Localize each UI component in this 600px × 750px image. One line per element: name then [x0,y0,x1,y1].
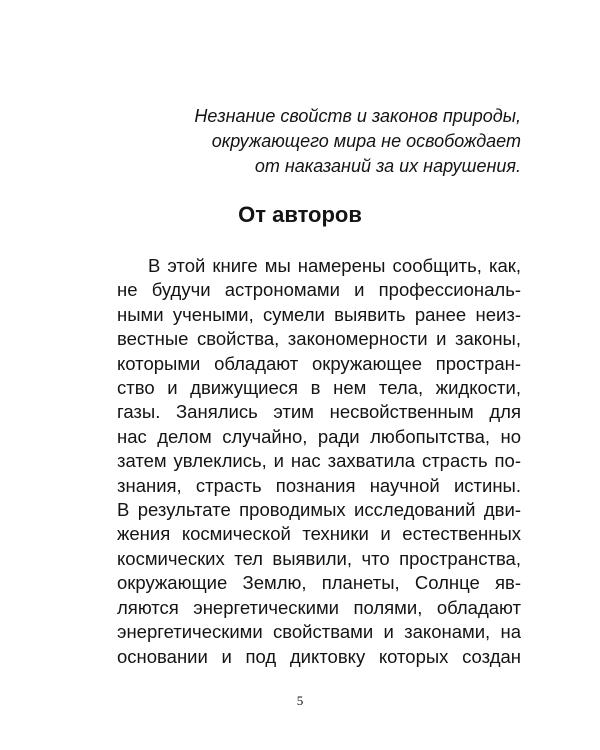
text-line: ство и движущиеся в нем тела, жидкости, [117,377,521,399]
epigraph-line: окружающего мира не освобождает [211,131,521,151]
text-line: ными учеными, сумели выявить ранее неиз- [117,303,521,325]
epigraph [101,104,521,179]
text-line: затем увлеклись, и нас захватила страсть по- [117,450,521,472]
section-heading: От авторов [238,202,362,227]
body-paragraph [117,254,521,669]
text-line: жения космической техники и естественных [117,523,521,545]
epigraph-line: от наказаний за их нарушения. [254,156,521,176]
text-line: вестные свойства, закономерности и законы, [117,328,521,350]
page-number: 5 [296,693,304,708]
text-line: основании и под диктовку которых создан [117,645,521,667]
text-line: нас делом случайно, ради любопытства, но [117,425,521,447]
text-line: газы. Занялись этим несвойственным для [117,401,521,423]
text-line: знания, страсть познания научной истины. [117,474,521,496]
text-line: окружающие Землю, планеты, Солнце яв- [117,572,521,594]
text-line: ляются энергетическими полями, обладают [117,596,521,618]
text-line: не будучи астрономами и профессиональ- [117,279,521,301]
text-line: космических тел выявили, что пространства, [117,547,521,569]
epigraph-line: Незнание свойств и законов природы, [194,106,521,126]
text-line: которыми обладают окружающее простран- [117,352,521,374]
text-line: В этой книге мы намерены сообщить, как, [148,255,521,276]
text-line: В результате проводимых исследований дви- [117,499,521,521]
text-line: энергетическими свойствами и законами, на [117,621,521,643]
